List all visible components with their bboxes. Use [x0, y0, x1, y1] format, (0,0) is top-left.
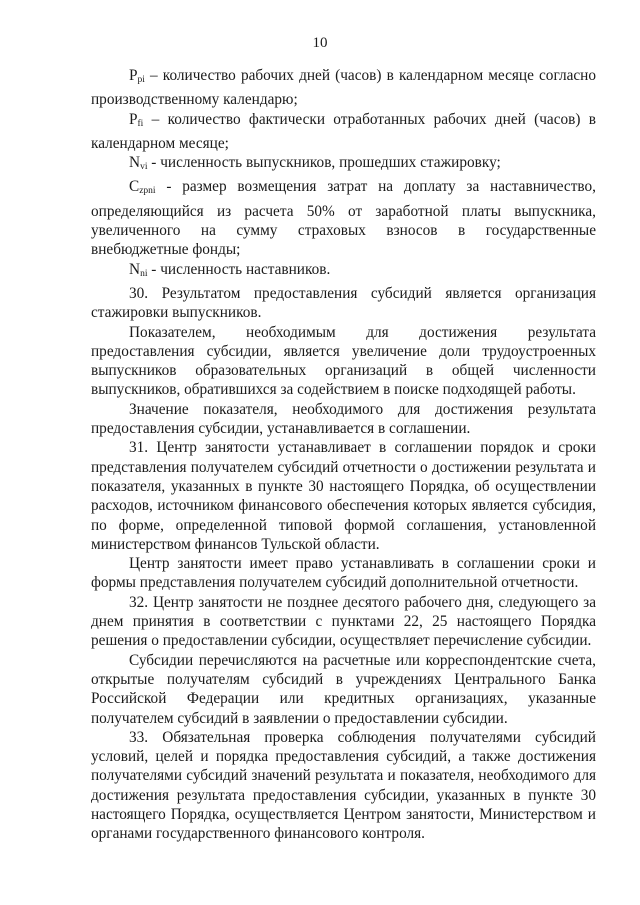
definition-p-fi — [91, 110, 596, 154]
clause-30: 30. Результатом предоставления субсидий является организация стажировки выпускников. — [91, 284, 596, 322]
document-body — [91, 66, 596, 844]
symbol: P — [129, 110, 138, 128]
page-number: 10 — [312, 35, 328, 51]
definition-n-ni — [91, 260, 596, 284]
definition-text: - размер возмещения затрат на доплату за наставничество, определяющийся из расчета 50% от заработной платы выпускника, увеличенного на сумму страховых взносов в государственные внебюджетные фонды; — [91, 178, 596, 259]
definition-c-zpni — [91, 177, 596, 259]
paragraph-additional-reporting: Центр занятости имеет право устанавливать в соглашении сроки и формы представления получателем субсидий дополнительной отчетности. — [91, 555, 596, 592]
symbol: N — [129, 260, 141, 278]
clause-32: 32. Центр занятости не позднее десятого рабочего дня, следующего за днем принятия в соответствии с пунктами 22, 25 настоящего Порядка решения о предоставлении субсидии, осуществляет перечисление субсидии. — [91, 593, 596, 650]
definition-text: – количество фактически отработанных рабочих дней (часов) в календарном месяце; — [91, 110, 596, 152]
symbol: P — [129, 67, 138, 84]
symbol-subscript: fi — [137, 118, 144, 129]
definition-p-pi — [91, 66, 596, 110]
paragraph-transfer-accounts: Субсидии перечисляются на расчетные или корреспондентские счета, открытые получателям субсидий в учреждениях Центрального Банка Российской Федерации или кредитных организациях, указанные получателем субсидий в заявлении о предоставлении субсидии. — [91, 651, 596, 727]
definition-text: – количество рабочих дней (часов) в календарном месяце согласно производственному календарю; — [91, 67, 596, 109]
symbol-subscript: ni — [140, 268, 148, 279]
symbol: N — [129, 154, 141, 172]
definition-text: - численность выпускников, прошедших стажировку; — [147, 154, 501, 172]
paragraph-indicator-value: Значение показателя, необходимого для достижения результата предоставления субсидии, устанавливается в соглашении. — [91, 400, 596, 438]
symbol-subscript: pi — [137, 75, 145, 85]
symbol-subscript: vi — [140, 162, 148, 173]
symbol-subscript: zpni — [139, 186, 156, 197]
clause-33: 33. Обязательная проверка соблюдения получателями субсидий условий, целей и порядка предоставления субсидий, а также достижения получателями субсидий значений результата и показателя, необходимого для достижения результата предоставления субсидии, указанных в пункте 30 настоящего Порядка, осуществляется Центром занятости, Министерством и органами государственного финансового контроля. — [91, 728, 596, 843]
symbol: C — [129, 178, 140, 196]
paragraph-indicator: Показателем, необходимым для достижения результата предоставления субсидии, является увеличение доли трудоустроенных выпускников образовательных организаций в общей численности выпускников, обратившихся за содействием в поиске подходящей работы. — [91, 323, 596, 399]
definition-n-vi — [91, 153, 596, 177]
clause-31: 31. Центр занятости устанавливает в соглашении порядок и сроки представления получателем субсидий отчетности о достижении результата и показателя, указанных в пункте 30 настоящего Порядка, об осуществлении расходов, источником финансового обеспечения которых является субсидия, по форме, определенной типовой формой соглашения, установленной министерством финансов Тульской области. — [91, 439, 596, 553]
definition-text: - численность наставников. — [147, 260, 331, 278]
